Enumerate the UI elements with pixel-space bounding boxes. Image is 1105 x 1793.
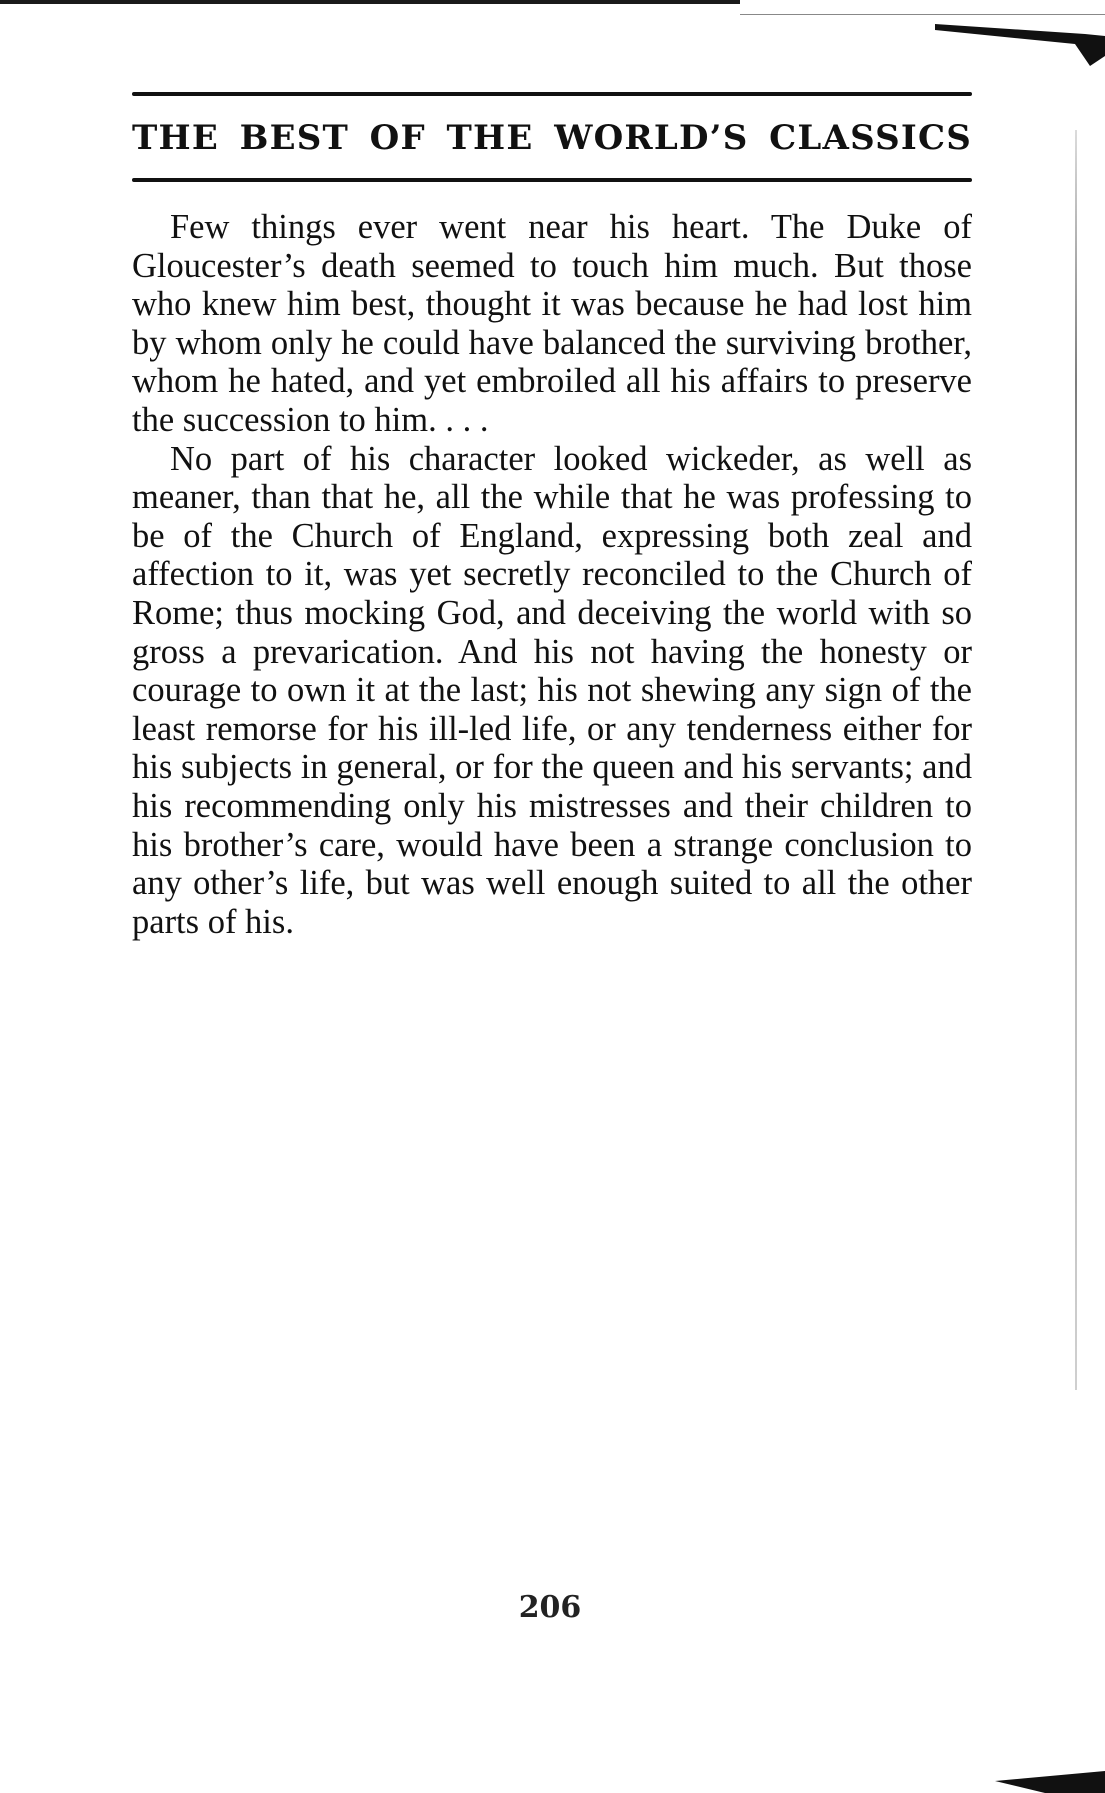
scan-edge-line <box>740 14 1105 15</box>
scan-bottom-corner <box>985 1753 1105 1793</box>
scan-edge-artifact <box>0 0 740 4</box>
running-header: THE BEST OF THE WORLD’S CLASSICS <box>132 118 972 158</box>
scan-page-edge <box>1075 130 1077 1390</box>
header-rule-bottom <box>132 178 972 182</box>
body-text <box>132 208 972 941</box>
header-rule-top <box>132 92 972 96</box>
paragraph-1: Few things ever went near his heart. The Duke of Gloucester’s death seemed to touch him much. But those who knew him best, thought it was because he had lost him by whom only he could have balanced the surviving brother, whom he hated, and yet embroiled all his affairs to preserve the succession to him. . . . <box>132 208 972 439</box>
scan-corner-mark <box>935 20 1105 80</box>
paragraph-2: No part of his character looked wickeder, as well as meaner, than that he, all the while that he was professing to be of the Church of England, expressing both zeal and affection to it, was yet secretly reconciled to the Church of Rome; thus mocking God, and deceiving the world with so gross a prevarication. And his not having the honesty or courage to own it at the last; his not shewing any sign of the least remorse for his ill-led life, or any tenderness either for his subjects in general, or for the queen and his servants; and his recommending only his mistresses and their children to his brother’s care, would have been a strange conclusion to any other’s life, but was well enough suited to all the other parts of his. <box>132 439 972 941</box>
page-number: 206 <box>518 1590 582 1625</box>
